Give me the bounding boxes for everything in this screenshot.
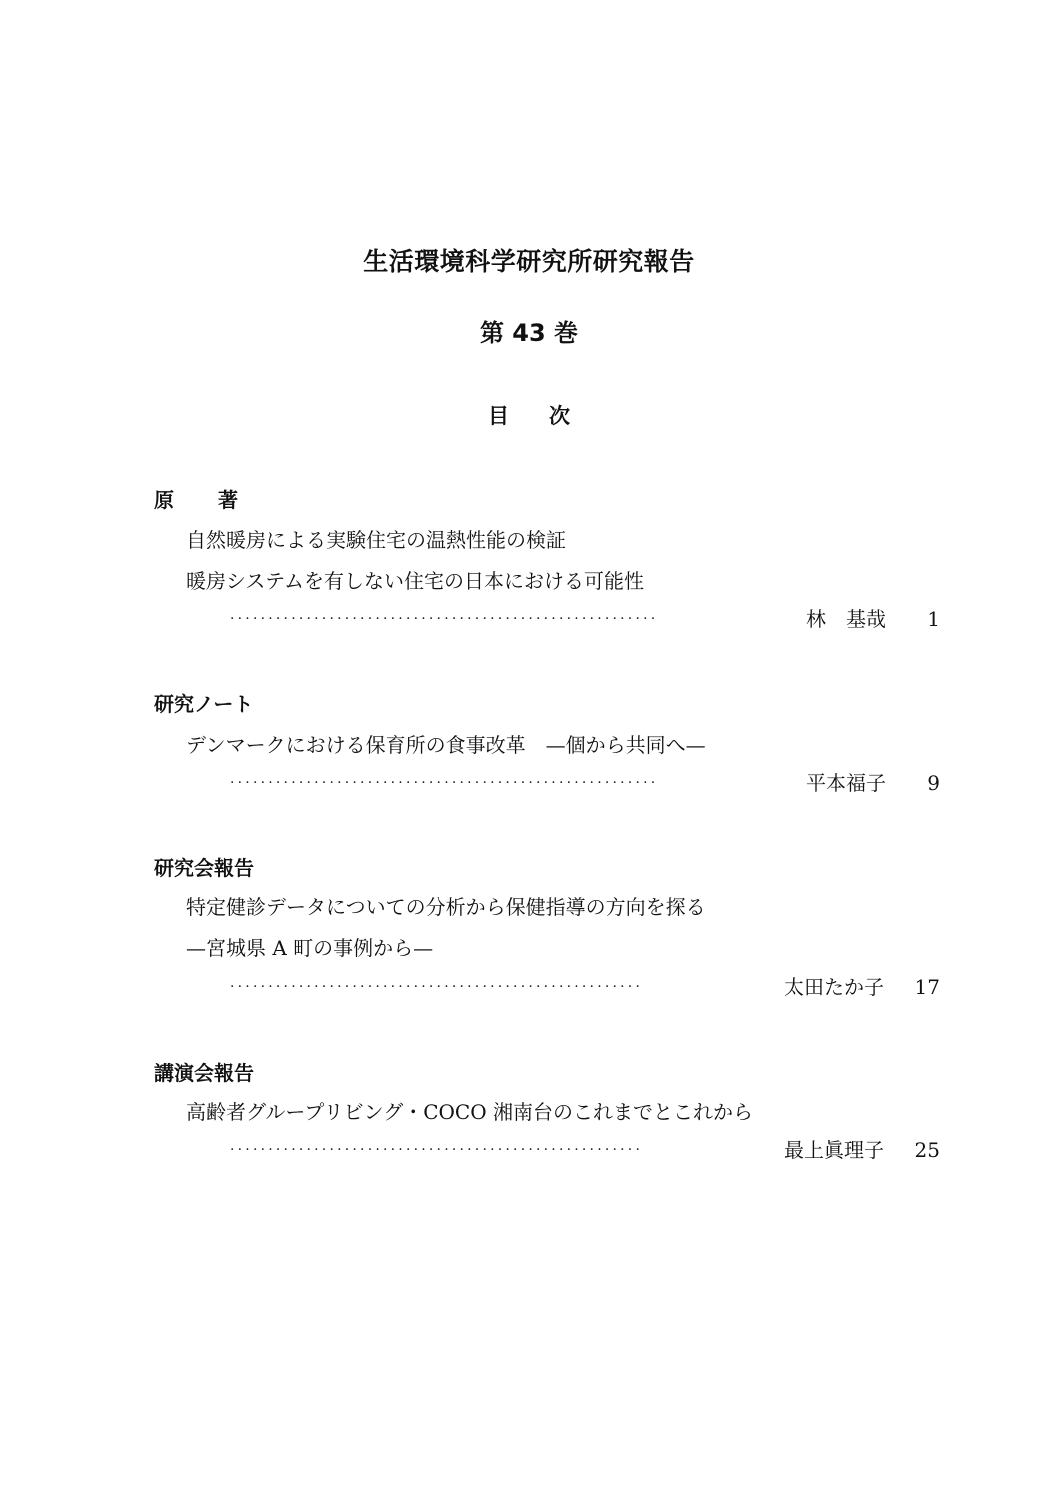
page-number: 1 <box>927 607 940 631</box>
article-subtitle-line: —宮城県 A 町の事例から— <box>186 936 434 960</box>
dot-leader: ························································ <box>230 611 659 627</box>
volume-number: 第 43 巻 <box>479 319 579 347</box>
author-name: 林 基哉 <box>806 607 886 631</box>
section-label-workshop-report: 研究会報告 <box>154 856 254 880</box>
article-title-line: 高齢者グループリビング・COCO 湘南台のこれまでとこれから <box>186 1100 753 1124</box>
article-title-line: 自然暖房による実験住宅の温熱性能の検証 <box>186 528 566 552</box>
article-title-line: 暖房システムを有しない住宅の日本における可能性 <box>186 569 644 593</box>
journal-title: 生活環境科学研究所研究報告 <box>363 247 695 276</box>
dot-leader: ······················································ <box>230 979 644 995</box>
toc-entry-row[interactable] <box>230 1135 940 1165</box>
page-number: 17 <box>914 975 940 999</box>
section-label-original-papers: 原著 <box>154 488 282 512</box>
page-number: 25 <box>914 1138 940 1162</box>
author-name: 平本福子 <box>806 771 886 795</box>
page-number: 9 <box>927 771 940 795</box>
toc-entry-row[interactable] <box>230 972 940 1002</box>
author-name: 太田たか子 <box>784 975 884 999</box>
section-label-lecture-report: 講演会報告 <box>154 1061 254 1085</box>
section-label-research-note: 研究ノート <box>154 692 254 716</box>
dot-leader: ························································ <box>230 775 659 791</box>
toc-entry-row[interactable] <box>230 768 940 798</box>
dot-leader: ······················································ <box>230 1142 644 1158</box>
toc-heading: 目次 <box>488 404 610 428</box>
article-title-line: デンマークにおける保育所の食事改革 —個から共同へ— <box>186 733 706 757</box>
author-name: 最上眞理子 <box>784 1138 884 1162</box>
article-title-line: 特定健診データについての分析から保健指導の方向を探る <box>186 895 706 919</box>
toc-entry-row[interactable] <box>230 604 940 634</box>
